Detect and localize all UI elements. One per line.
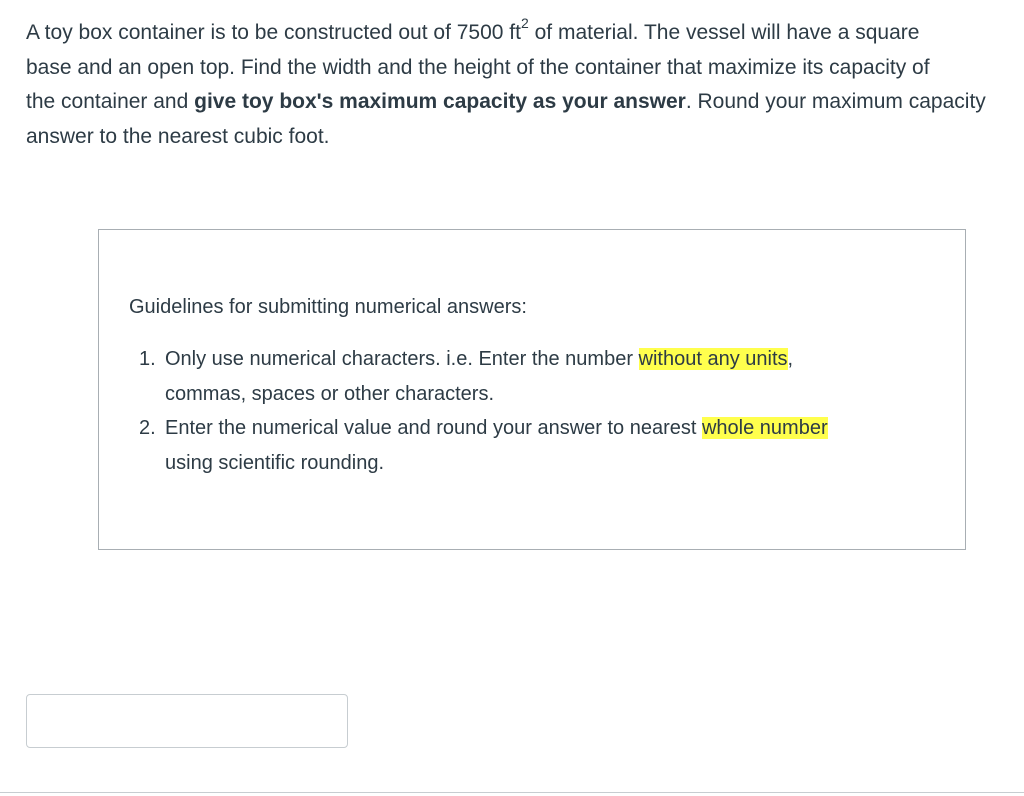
question-line-3: the container and give toy box's maximum capacity as your answer. Round your maximum capacity (26, 90, 986, 113)
divider (0, 792, 1024, 793)
highlighted-text: whole number (701, 417, 828, 439)
guidelines-title: Guidelines for submitting numerical answers: (129, 296, 527, 318)
highlighted-text: without any units (638, 348, 788, 370)
answer-input[interactable] (26, 694, 348, 748)
question-emphasis: give toy box's maximum capacity as your answer (194, 90, 686, 113)
question-text (26, 16, 1024, 154)
exponent-superscript: 2 (520, 15, 529, 31)
guideline-item-1: 1. Only use numerical characters. i.e. Enter the number without any units, commas, spaces or other characters. (139, 342, 959, 411)
guideline-continuation: commas, spaces or other characters. (165, 382, 495, 405)
guidelines-box (98, 229, 966, 550)
question-line-1: A toy box container is to be constructed out of 7500 $ft^2$ of material. The vessel will have a square (26, 15, 920, 44)
guideline-number: 2. (139, 417, 156, 439)
question-line-2: base and an open top. Find the width and the height of the container that maximize its capacity of (26, 55, 930, 79)
guideline-item-2: 2. Enter the numerical value and round your answer to nearest whole number using scientific rounding. (139, 411, 959, 480)
guideline-continuation: using scientific rounding. (165, 451, 385, 474)
guideline-number: 1. (139, 348, 156, 370)
question-line-4: answer to the nearest cubic foot. (26, 124, 330, 148)
guidelines-list (139, 342, 959, 480)
